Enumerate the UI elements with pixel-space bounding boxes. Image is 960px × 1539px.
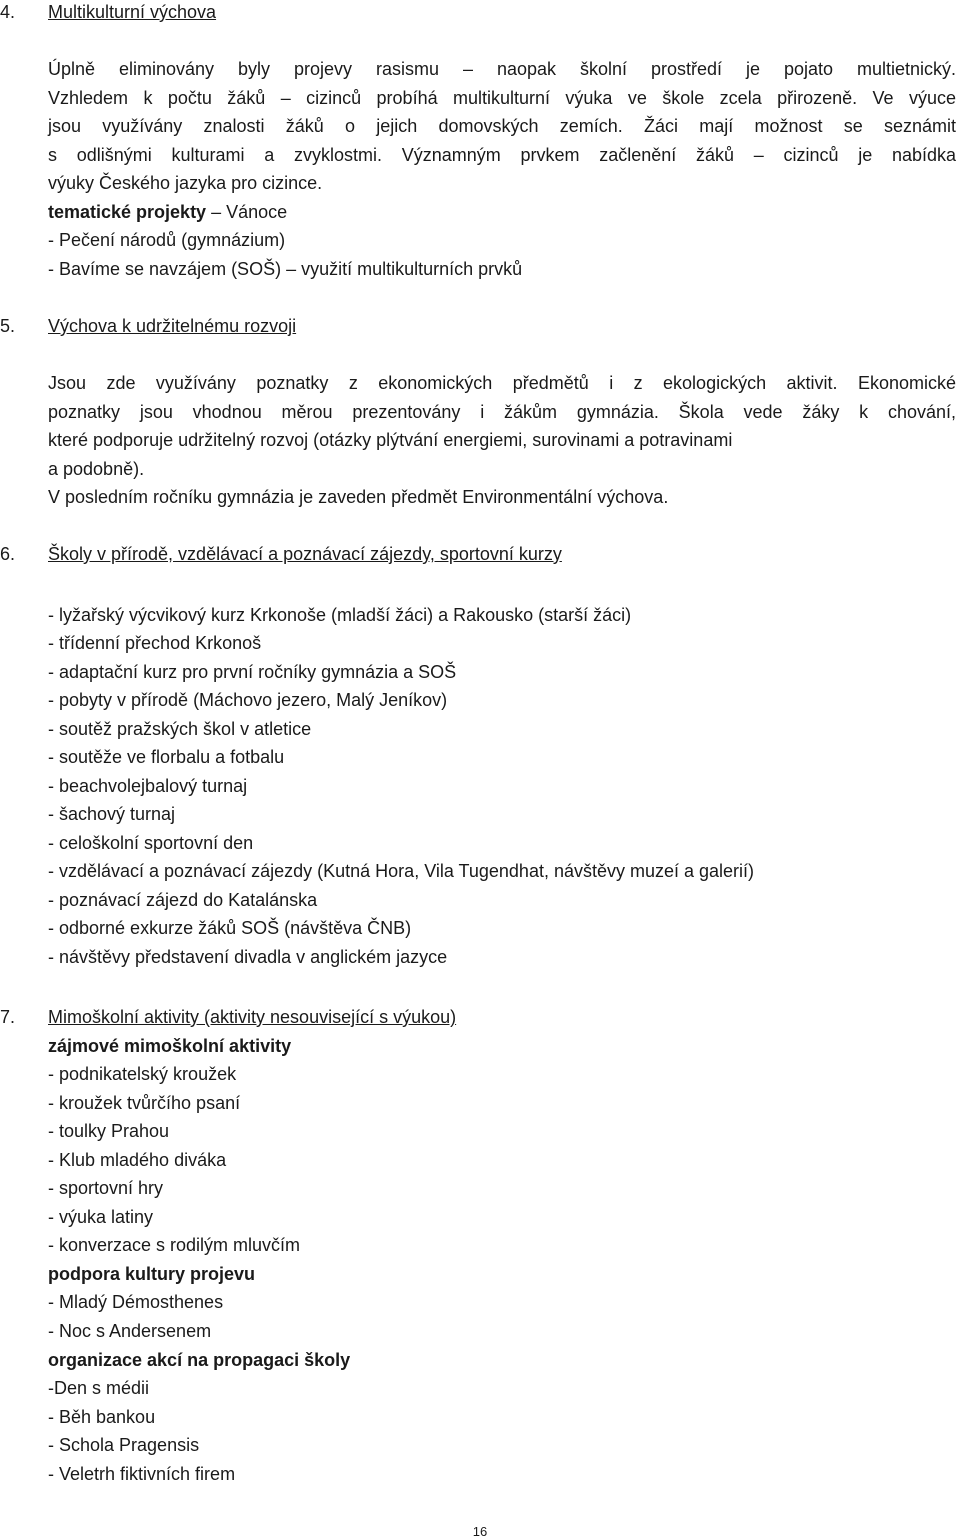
projects-line <box>48 202 287 223</box>
list-item: - vzdělávací a poznávací zájezdy (Kutná Hora, Vila Tugendhat, návštěvy muzeí a galerií) <box>48 861 755 881</box>
list-item: - Bavíme se navzájem (SOŠ) – využití multikulturních prvků <box>48 259 523 279</box>
list-item: - Veletrh fiktivních firem <box>48 1464 236 1484</box>
group-title: zájmové mimoškolní aktivity <box>48 1036 292 1056</box>
projects-label: tematické projekty <box>48 202 207 222</box>
section-heading: Školy v přírodě, vzdělávací a poznávací zájezdy, sportovní kurzy <box>48 544 562 564</box>
paragraph-line: a podobně). <box>48 459 145 479</box>
list-item: - beachvolejbalový turnaj <box>48 776 248 796</box>
section-heading: Multikulturní výchova <box>48 2 217 22</box>
section-number: 6. <box>0 544 16 564</box>
section-heading: Mimoškolní aktivity (aktivity nesouvisející s výukou) <box>48 1007 457 1027</box>
list-item: -Den s médii <box>48 1378 150 1398</box>
list-item: - Schola Pragensis <box>48 1435 200 1455</box>
list-item: - návštěvy představení divadla v anglickém jazyce <box>48 947 448 967</box>
list-item: - lyžařský výcvikový kurz Krkonoše (mladší žáci) a Rakousko (starší žáci) <box>48 605 632 625</box>
list-item: - konverzace s rodilým mluvčím <box>48 1235 301 1255</box>
list-item: - poznávací zájezd do Katalánska <box>48 890 318 910</box>
section-number: 5. <box>0 316 16 336</box>
group-title: organizace akcí na propagaci školy <box>48 1350 351 1370</box>
list-item: - adaptační kurz pro první ročníky gymnázia a SOŠ <box>48 662 457 682</box>
paragraph-line: s odlišnými kulturami a zvyklostmi. Významným prvkem začlenění žáků – cizinců je nabídka <box>48 145 956 165</box>
section-number: 7. <box>0 1007 16 1027</box>
list-item: - odborné exkurze žáků SOŠ (návštěva ČNB) <box>48 918 412 938</box>
list-item: - Běh bankou <box>48 1407 156 1427</box>
paragraph-line: Vzhledem k počtu žáků – cizinců probíhá multikulturní výuka ve škole zcela přirozeně. Ve výuce <box>48 88 956 108</box>
list-item: - pobyty v přírodě (Máchovo jezero, Malý Jeníkov) <box>48 690 448 710</box>
section-number: 4. <box>0 2 16 22</box>
list-item: - celoškolní sportovní den <box>48 833 254 853</box>
list-item: - sportovní hry <box>48 1178 164 1198</box>
projects-topic: – Vánoce <box>206 202 288 222</box>
group-title: podpora kultury projevu <box>48 1264 256 1284</box>
paragraph-line: Úplně eliminovány byly projevy rasismu – naopak školní prostředí je pojato multietnický. <box>48 59 956 79</box>
section-heading: Výchova k udržitelnému rozvoji <box>48 316 297 336</box>
list-item: - Klub mladého diváka <box>48 1150 227 1170</box>
list-item: - Mladý Démosthenes <box>48 1292 224 1312</box>
list-item: - Noc s Andersenem <box>48 1321 212 1341</box>
paragraph-line: jsou využívány znalosti žáků o jejich domovských zemích. Žáci mají možnost se seznámit <box>48 116 956 136</box>
paragraph-line: Jsou zde využívány poznatky z ekonomických předmětů i z ekologických aktivit. Ekonomické <box>48 373 956 393</box>
list-item: - podnikatelský kroužek <box>48 1064 237 1084</box>
list-item: - soutěže ve florbalu a fotbalu <box>48 747 285 767</box>
list-item: - soutěž pražských škol v atletice <box>48 719 312 739</box>
list-item: - toulky Prahou <box>48 1121 170 1141</box>
list-item: - třídenní přechod Krkonoš <box>48 633 262 653</box>
paragraph-line: které podporuje udržitelný rozvoj (otázky plýtvání energiemi, surovinami a potravinami <box>48 430 733 450</box>
list-item: - šachový turnaj <box>48 804 176 824</box>
paragraph-line: výuky Českého jazyka pro cizince. <box>48 173 323 193</box>
list-item: - Pečení národů (gymnázium) <box>48 230 286 250</box>
paragraph-line: V posledním ročníku gymnázia je zaveden předmět Environmentální výchova. <box>48 487 669 507</box>
list-item: - kroužek tvůrčího psaní <box>48 1093 241 1113</box>
list-item: - výuka latiny <box>48 1207 154 1227</box>
page-number: 16 <box>472 1524 488 1539</box>
paragraph-line: poznatky jsou vhodnou měrou prezentovány i žákům gymnázia. Škola vede žáky k chování, <box>48 402 956 422</box>
